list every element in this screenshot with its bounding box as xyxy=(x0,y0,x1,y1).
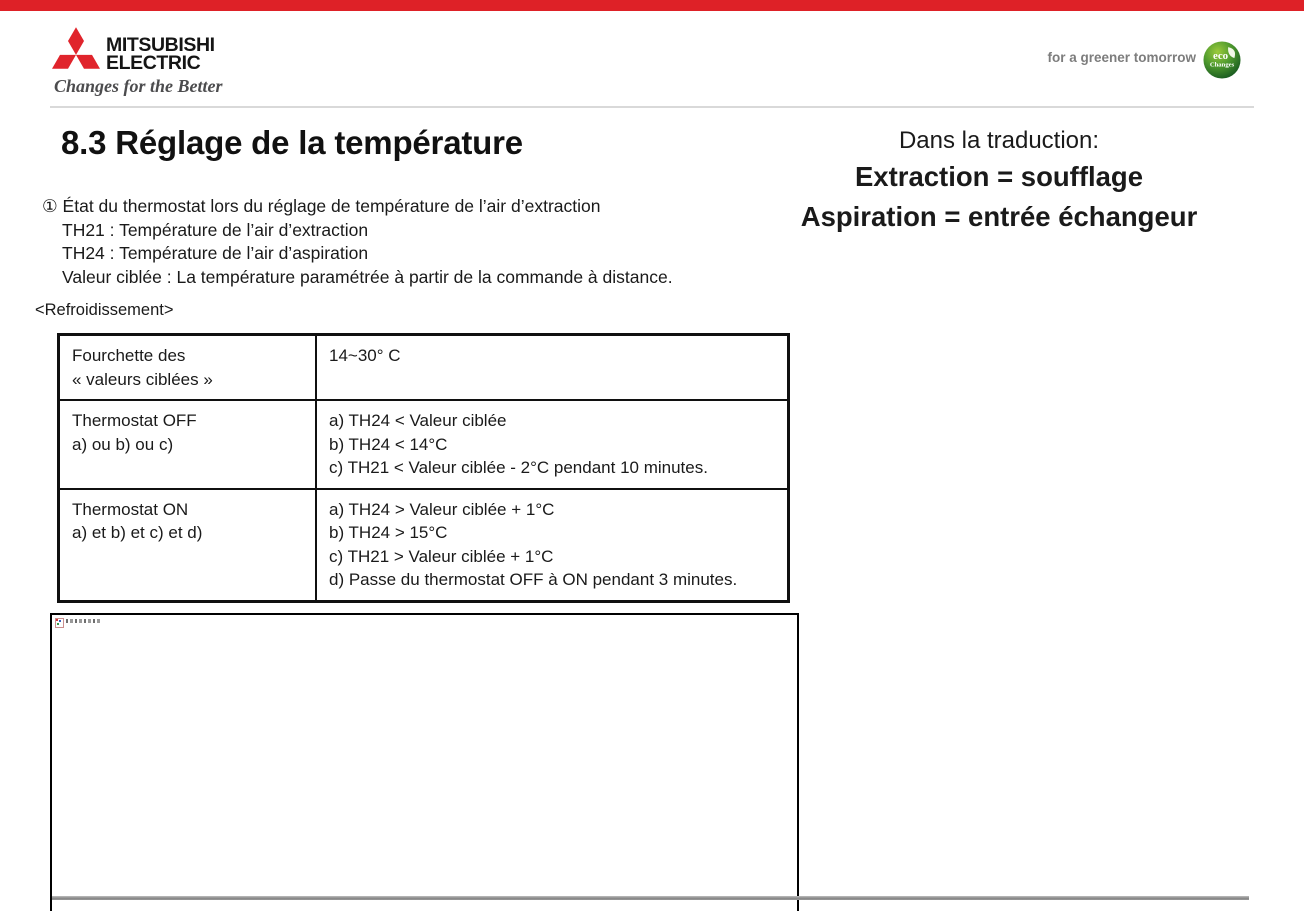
eco-logo-text-line2: Changes xyxy=(1209,61,1235,69)
cell-line: c) TH21 > Valeur ciblée + 1°C xyxy=(329,546,554,566)
eco-logo-text-line1: eco xyxy=(1213,50,1229,63)
cell-line: Thermostat ON xyxy=(72,499,189,519)
cell-line: d) Passe du thermostat OFF à ON pendant 3 minutes. xyxy=(329,570,738,589)
cell-line: a) et b) et c) et d) xyxy=(72,523,203,542)
cell-line: 14~30° C xyxy=(329,346,401,365)
intro-text xyxy=(42,195,673,289)
table-row xyxy=(59,335,789,401)
brand-name-line1: MITSUBISHI xyxy=(106,34,215,56)
translation-note-line: Extraction = soufflage xyxy=(854,161,1144,192)
table-cell-value xyxy=(316,400,789,489)
cell-line: Thermostat OFF xyxy=(72,411,197,430)
brand-name-line2: ELECTRIC xyxy=(106,51,201,74)
cooling-section-label: <Refroidissement> xyxy=(35,301,174,319)
translation-note xyxy=(760,125,1238,237)
cell-line: a) TH24 > Valeur ciblée + 1°C xyxy=(329,499,555,519)
translation-note-line: Aspiration = entrée échangeur xyxy=(800,201,1198,232)
intro-line: Valeur ciblée : La température paramétrée à partir de la commande à distance. xyxy=(62,266,673,287)
cooling-spec-table xyxy=(57,333,790,603)
cell-line: « valeurs ciblées » xyxy=(72,369,213,389)
header-divider xyxy=(50,106,1254,108)
translation-note-heading: Dans la traduction: xyxy=(898,127,1100,154)
intro-line: TH24 : Température de l’air d’aspiration xyxy=(62,243,369,263)
cell-line: b) TH24 > 15°C xyxy=(329,523,448,542)
table-cell-label xyxy=(59,489,317,602)
intro-line: ① État du thermostat lors du réglage de température de l’air d’extraction xyxy=(42,196,601,216)
cell-line: Fourchette des xyxy=(72,346,186,365)
table-cell-value xyxy=(316,335,789,401)
table-row xyxy=(59,400,789,489)
broken-image-caption-smear xyxy=(66,619,102,623)
broken-image-icon xyxy=(55,618,102,627)
page-title: 8.3 Réglage de la température xyxy=(61,124,523,161)
empty-content-box xyxy=(50,613,799,911)
top-red-bar xyxy=(0,0,1304,11)
cell-line: c) TH21 < Valeur ciblée - 2°C pendant 10 minutes. xyxy=(329,458,708,477)
cell-line: b) TH24 < 14°C xyxy=(329,434,448,454)
brand-name xyxy=(106,34,215,74)
brand-tagline: Changes for the Better xyxy=(54,76,223,96)
broken-image-glyph xyxy=(55,618,64,628)
green-slogan-text: for a greener tomorrow xyxy=(1047,50,1196,65)
table-cell-label xyxy=(59,335,317,401)
table-row xyxy=(59,489,789,602)
table-cell-label xyxy=(59,400,317,489)
bottom-divider xyxy=(52,896,1249,900)
cell-line: a) ou b) ou c) xyxy=(72,434,174,454)
table-cell-value xyxy=(316,489,789,602)
cell-line: a) TH24 < Valeur ciblée xyxy=(329,411,507,430)
mitsubishi-three-diamond-icon xyxy=(52,26,100,70)
intro-line: TH21 : Température de l’air d’extraction xyxy=(62,219,369,240)
eco-changes-logo-icon xyxy=(1203,41,1241,79)
